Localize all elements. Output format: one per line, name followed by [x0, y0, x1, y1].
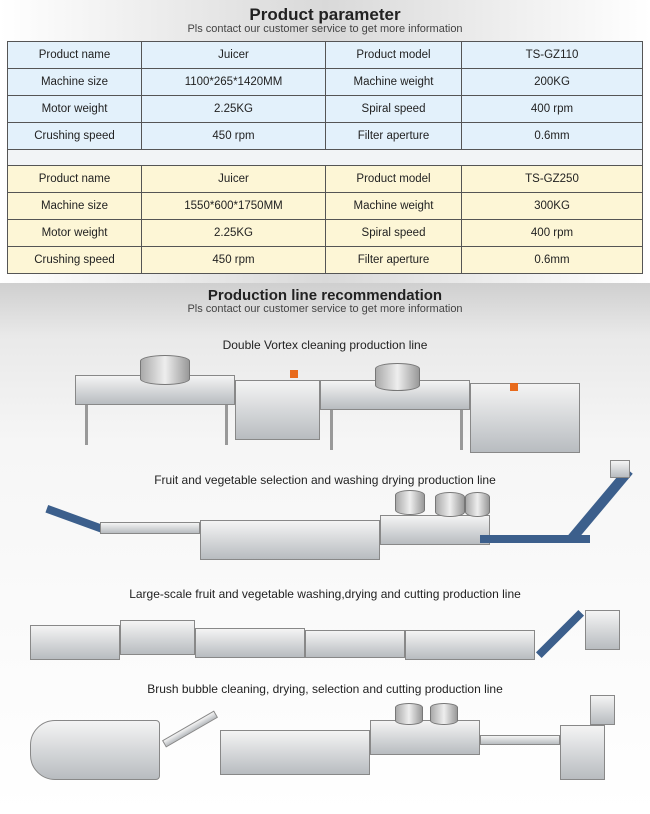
- production-line-image-2: [0, 460, 650, 575]
- spec-label: Crushing speed: [8, 247, 142, 274]
- spec-label: Spiral speed: [326, 220, 462, 247]
- table-row: [8, 193, 643, 220]
- recommendation-title: Production line recommendation: [207, 287, 443, 304]
- spec-label: Spiral speed: [326, 96, 462, 123]
- spec-value: 0.6mm: [462, 247, 643, 274]
- spec-label: Filter aperture: [326, 247, 462, 274]
- spec-value: TS-GZ250: [462, 166, 643, 193]
- spec-label: Product model: [326, 42, 462, 69]
- spec-value: 2.25KG: [142, 96, 326, 123]
- spec-value: 400 rpm: [462, 96, 643, 123]
- spec-value: 450 rpm: [142, 247, 326, 274]
- production-line-image-3: [0, 600, 650, 670]
- spec-label: Machine weight: [326, 69, 462, 96]
- table-row: [8, 69, 643, 96]
- spec-label: Product name: [8, 166, 142, 193]
- table-row: [8, 96, 643, 123]
- table-row: [8, 42, 643, 69]
- spec-value: 0.6mm: [462, 123, 643, 150]
- spec-label: Crushing speed: [8, 123, 142, 150]
- spec-value: 400 rpm: [462, 220, 643, 247]
- spec-label: Product name: [8, 42, 142, 69]
- spec-label: Machine size: [8, 193, 142, 220]
- spec-table-ts-gz250: [7, 165, 643, 274]
- recommendation-subtitle: Pls contact our customer service to get more information: [187, 303, 463, 315]
- spec-value: Juicer: [142, 166, 326, 193]
- line-caption-1: Double Vortex cleaning production line: [222, 338, 428, 352]
- spec-label: Product model: [326, 166, 462, 193]
- spec-value: 1100*265*1420MM: [142, 69, 326, 96]
- spec-label: Motor weight: [8, 220, 142, 247]
- spec-label: Motor weight: [8, 96, 142, 123]
- table-row: [8, 166, 643, 193]
- line-caption-4: Brush bubble cleaning, drying, selection and cutting production line: [147, 682, 503, 696]
- spec-value: TS-GZ110: [462, 42, 643, 69]
- spec-value: 2.25KG: [142, 220, 326, 247]
- spec-value: Juicer: [142, 42, 326, 69]
- spec-value: 200KG: [462, 69, 643, 96]
- section-subtitle: Pls contact our customer service to get more information: [187, 23, 463, 35]
- line-caption-3: Large-scale fruit and vegetable washing,drying and cutting production line: [129, 587, 521, 601]
- line-caption-2: Fruit and vegetable selection and washing drying production line: [154, 473, 496, 487]
- section-title: Product parameter: [249, 5, 401, 24]
- table-divider: [7, 150, 643, 165]
- spec-label: Machine weight: [326, 193, 462, 220]
- spec-value: 1550*600*1750MM: [142, 193, 326, 220]
- table-row: [8, 247, 643, 274]
- production-line-image-4: [0, 695, 650, 800]
- table-row: [8, 220, 643, 247]
- spec-table-ts-gz110: [7, 41, 643, 150]
- spec-label: Machine size: [8, 69, 142, 96]
- production-line-image-1: [0, 355, 650, 460]
- spec-label: Filter aperture: [326, 123, 462, 150]
- table-row: [8, 123, 643, 150]
- spec-value: 450 rpm: [142, 123, 326, 150]
- spec-value: 300KG: [462, 193, 643, 220]
